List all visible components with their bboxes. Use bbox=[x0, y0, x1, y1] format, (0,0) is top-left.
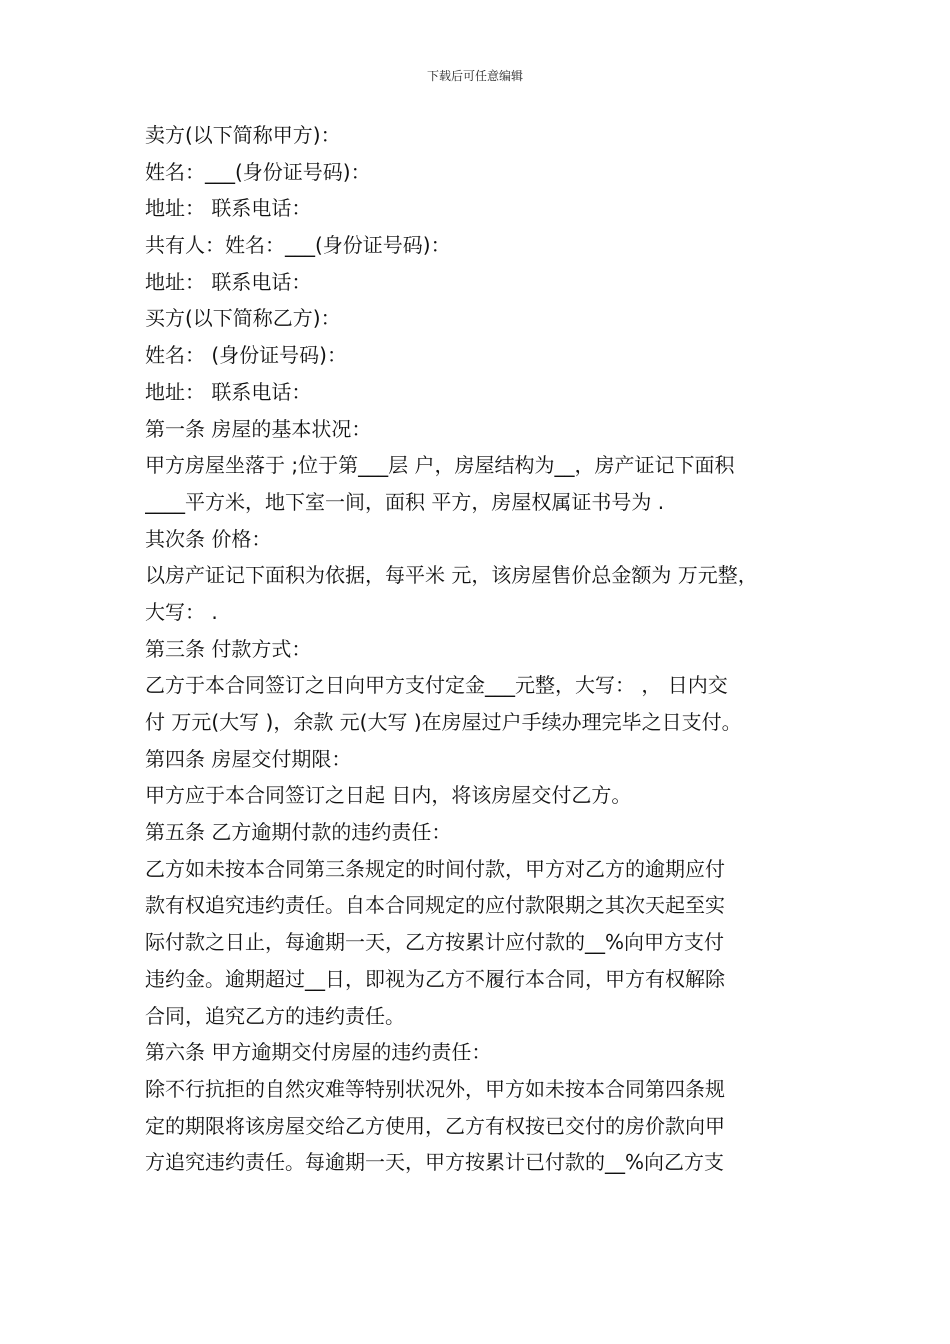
article-5-text-line: 合同，追究乙方的违约责任。 bbox=[145, 1003, 405, 1028]
article-3-text-line: 乙方于本合同签订之日向甲方支付定金___元整，大写： ， 日内交 bbox=[145, 673, 728, 698]
co-owner-address-line: 地址： 联系电话： bbox=[145, 269, 312, 294]
article-2-text-line: 以房产证记下面积为依据，每平米 元，该房屋售价总金额为 万元整， bbox=[145, 563, 758, 588]
article-5-text-line: 款有权追究违约责任。自本合同规定的应付款限期之其次天起至实 bbox=[145, 893, 725, 918]
article-6-text-line: 除不行抗拒的自然灾难等特别状况外，甲方如未按本合同第四条规 bbox=[145, 1076, 725, 1101]
article-5-text-line: 乙方如未按本合同第三条规定的时间付款，甲方对乙方的逾期应付 bbox=[145, 856, 725, 881]
article-5-text-line: 际付款之日止，每逾期一天，乙方按累计应付款的__%向甲方支付 bbox=[145, 930, 725, 955]
article-1-text-line: 甲方房屋坐落于 ;位于第___层 户，房屋结构为__，房产证记下面积 bbox=[145, 453, 735, 478]
article-3-heading: 第三条 付款方式： bbox=[145, 636, 312, 661]
article-5-heading: 第五条 乙方逾期付款的违约责任： bbox=[145, 820, 452, 845]
buyer-address-line: 地址： 联系电话： bbox=[145, 379, 312, 404]
buyer-heading: 买方(以下简称乙方)： bbox=[145, 306, 341, 331]
co-owner-name-line: 共有人：姓名：___(身份证号码)： bbox=[145, 233, 451, 258]
seller-name-line: 姓名：___(身份证号码)： bbox=[145, 159, 371, 184]
article-1-text-line: ____平方米，地下室一间，面积 平方，房屋权属证书号为 . bbox=[145, 489, 665, 514]
article-5-text-line: 违约金。逾期超过__日，即视为乙方不履行本合同，甲方有权解除 bbox=[145, 966, 725, 991]
article-3-text-line: 付 万元(大写 )，余款 元(大写 )在房屋过户手续办理完毕之日支付。 bbox=[145, 710, 742, 734]
article-2-text-line: 大写： . bbox=[145, 599, 218, 624]
seller-address-line: 地址： 联系电话： bbox=[145, 196, 312, 221]
article-6-text-line: 定的期限将该房屋交给乙方使用，乙方有权按已交付的房价款向甲 bbox=[145, 1113, 725, 1138]
article-4-text-line: 甲方应于本合同签订之日起 日内，将该房屋交付乙方。 bbox=[145, 783, 632, 808]
contract-body bbox=[145, 117, 825, 1181]
article-6-heading: 第六条 甲方逾期交付房屋的违约责任： bbox=[145, 1040, 492, 1065]
article-6-text-line: 方追究违约责任。每逾期一天，甲方按累计已付款的__%向乙方支 bbox=[145, 1150, 725, 1175]
buyer-name-line: 姓名： (身份证号码)： bbox=[145, 343, 347, 368]
article-2-heading: 其次条 价格： bbox=[145, 526, 272, 551]
article-1-heading: 第一条 房屋的基本状况： bbox=[145, 416, 372, 441]
page-header: 下载后可任意编辑 bbox=[426, 69, 523, 83]
seller-heading: 卖方(以下简称甲方)： bbox=[145, 123, 341, 147]
article-4-heading: 第四条 房屋交付期限： bbox=[145, 746, 352, 771]
